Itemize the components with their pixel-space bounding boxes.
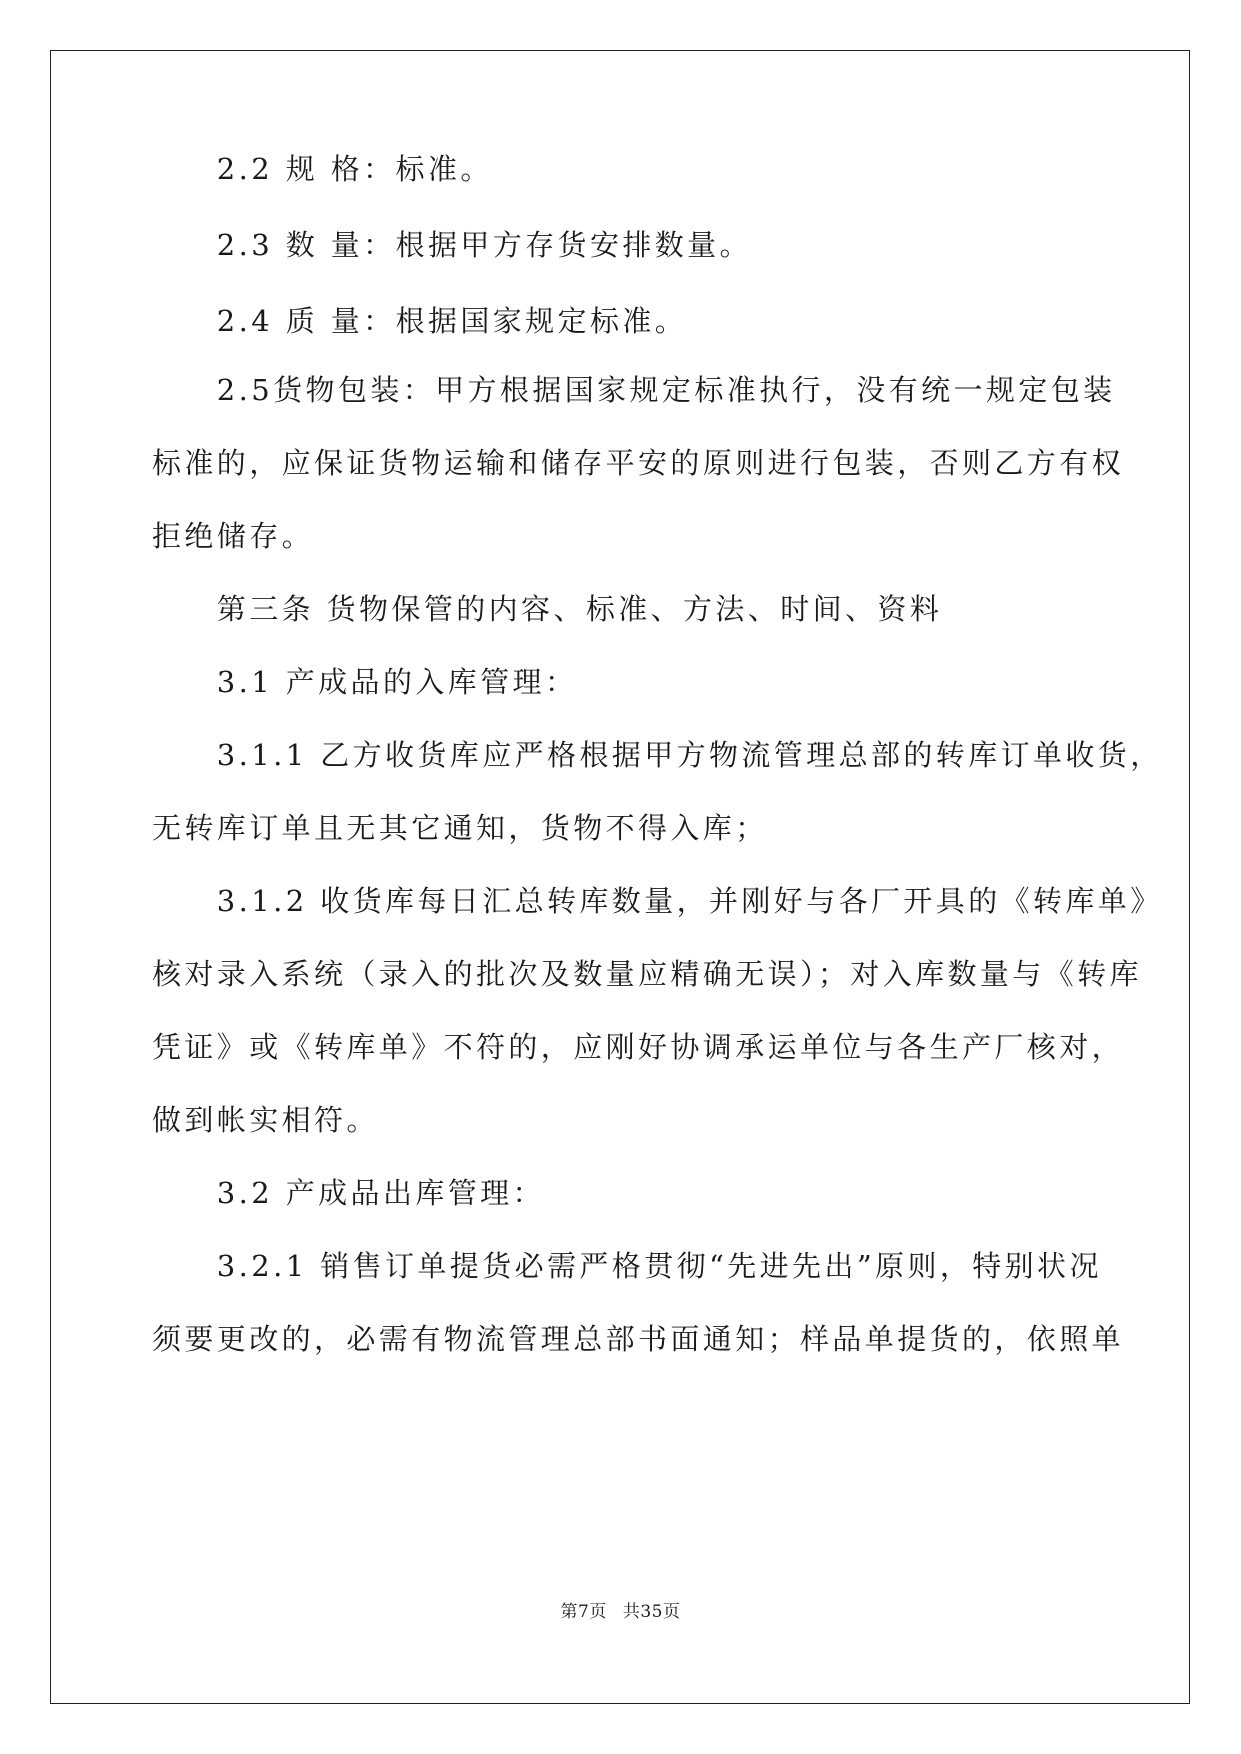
paragraph-3-1-2-line-4: 做到帐实相符。	[152, 1103, 379, 1137]
paragraph-2-3-line-1: 2.3 数 量：根据甲方存货安排数量。	[152, 228, 752, 262]
paragraph-2-5-line-1: 2.5货物包装：甲方根据国家规定标准执行，没有统一规定包装	[152, 373, 1116, 407]
paragraph-3-1-2-line-3: 凭证》或《转库单》不符的，应刚好协调承运单位与各生产厂核对，	[152, 1030, 1125, 1064]
paragraph-2-5-line-2: 标准的，应保证货物运输和储存平安的原则进行包装，否则乙方有权	[152, 446, 1125, 480]
paragraph-3-2-1-line-2: 须要更改的，必需有物流管理总部书面通知；样品单提货的，依照单	[152, 1322, 1125, 1356]
paragraph-3-1-2-line-2: 核对录入系统（录入的批次及数量应精确无误）；对入库数量与《转库	[152, 957, 1142, 991]
paragraph-3-1-2-line-1: 3.1.2 收货库每日汇总转库数量，并刚好与各厂开具的《转库单》	[152, 884, 1163, 918]
paragraph-3-1-1-line-1: 3.1.1 乙方收货库应严格根据甲方物流管理总部的转库订单收货，	[152, 738, 1163, 772]
paragraph-3-2-line-1: 3.2 产成品出库管理：	[152, 1176, 545, 1210]
paragraph-2-5-line-3: 拒绝储存。	[152, 519, 315, 553]
paragraph-3-1-1-line-2: 无转库订单且无其它通知，货物不得入库；	[152, 811, 768, 845]
paragraph-3-1-line-1: 3.1 产成品的入库管理：	[152, 665, 578, 699]
paragraph-2-4-line-1: 2.4 质 量：根据国家规定标准。	[152, 304, 688, 338]
page-total: 共35页	[622, 1602, 681, 1622]
article-3-heading: 第三条 货物保管的内容、标准、方法、时间、资料	[152, 592, 943, 626]
paragraph-2-2-line-1: 2.2 规 格：标准。	[152, 152, 493, 186]
page-footer	[0, 1597, 1241, 1622]
page-number: 第7页	[560, 1602, 607, 1622]
paragraph-3-2-1-line-1: 3.2.1 销售订单提货必需严格贯彻“先进先出”原则，特别状况	[152, 1249, 1102, 1283]
page-border	[50, 50, 1190, 1704]
